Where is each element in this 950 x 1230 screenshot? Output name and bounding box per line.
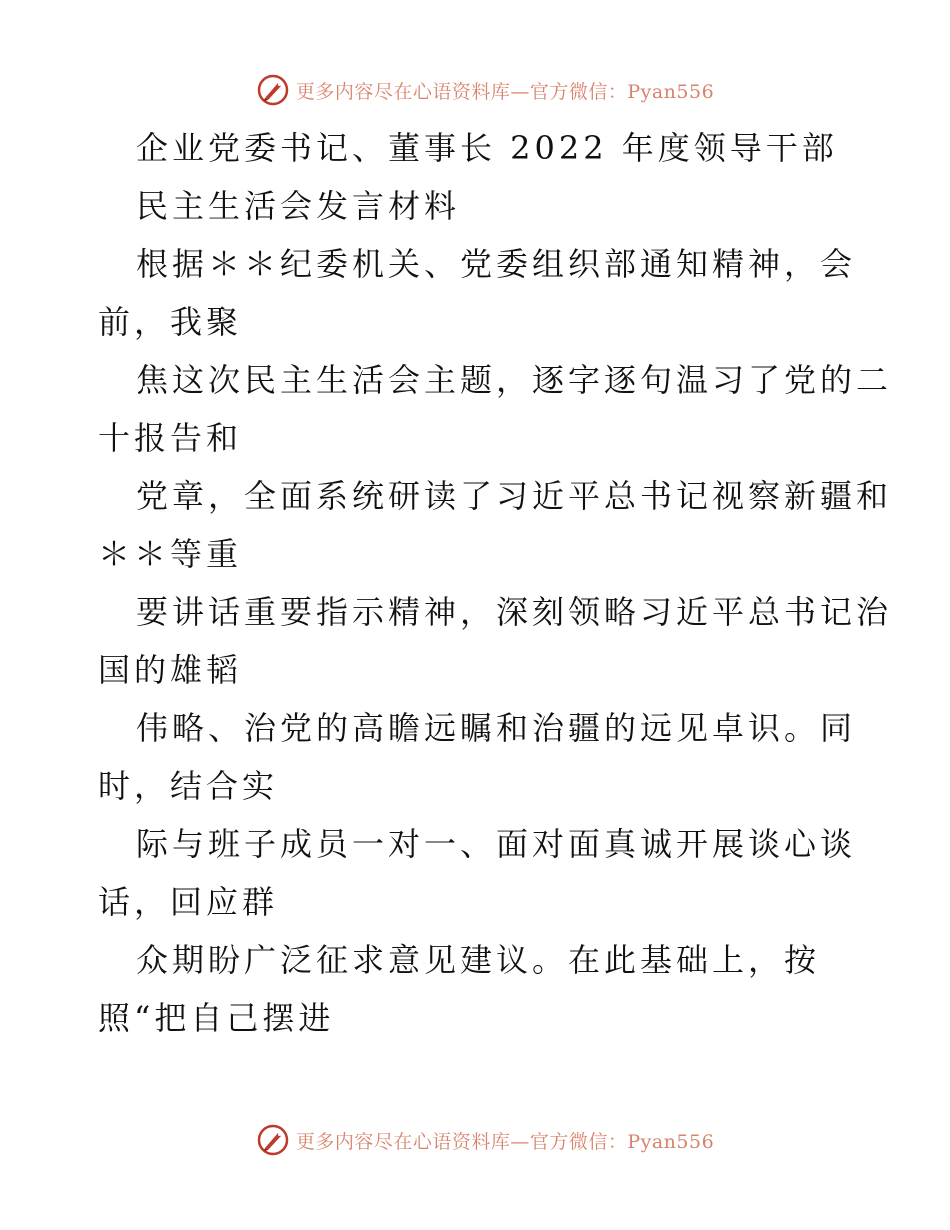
watermark-text: 更多内容尽在心语资料库—官方微信：Pyan556 [295, 80, 715, 103]
paragraph-line: ＊＊等重 [98, 535, 243, 573]
pen-logo-icon [256, 1123, 290, 1157]
paragraph-line: 前，我聚 [98, 303, 243, 341]
footer-watermark-banner [0, 1120, 950, 1160]
header-watermark-banner [0, 70, 950, 110]
paragraph-line: 际与班子成员一对一、面对面真诚开展谈心谈 [136, 825, 857, 863]
footer-watermark-content [256, 1123, 714, 1157]
document-title-line-1: 企业党委书记、董事长 2022 年度领导干部 [136, 129, 838, 167]
document-title-line-2: 民主生活会发言材料 [136, 187, 461, 225]
header-watermark-content [256, 73, 714, 107]
paragraph-line: 照“把自己摆进 [98, 999, 335, 1037]
paragraph-line: 焦这次民主生活会主题，逐字逐句温习了党的二 [136, 361, 893, 399]
paragraph-line: 国的雄韬 [98, 651, 243, 689]
paragraph-line: 要讲话重要指示精神，深刻领略习近平总书记治 [136, 593, 893, 631]
paragraph-line: 党章，全面系统研读了习近平总书记视察新疆和 [136, 477, 893, 515]
paragraph-line: 根据＊＊纪委机关、党委组织部通知精神，会 [136, 245, 857, 283]
watermark-text: 更多内容尽在心语资料库—官方微信：Pyan556 [295, 1130, 715, 1153]
paragraph-line: 时，结合实 [98, 767, 279, 805]
pen-logo-icon [256, 73, 290, 107]
paragraph-line: 十报告和 [98, 419, 243, 457]
paragraph-line: 众期盼广泛征求意见建议。在此基础上，按 [136, 941, 821, 979]
paragraph-line: 伟略、治党的高瞻远瞩和治疆的远见卓识。同 [136, 709, 857, 747]
paragraph-line: 话，回应群 [98, 883, 279, 921]
